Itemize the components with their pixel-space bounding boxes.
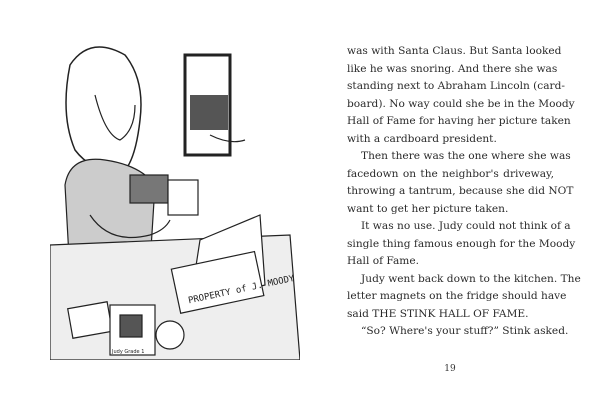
text-line: want to get her picture taken. [347,202,509,215]
text-line: throwing a tantrum, because she did NOT [347,185,574,197]
text-line: letter magnets on the fridge should have [347,290,567,302]
text-line: with a cardboard president. [347,132,497,145]
text-line: Then there was the one where she was [361,150,571,162]
body-text [347,43,581,341]
page-number: 19 [444,364,456,374]
text-line: single thing famous enough for the Moody [347,237,576,250]
text-line: It was no use. Judy could not think of a [361,220,571,232]
text-line: like he was snoring. And there she was [347,62,558,75]
box-label: PROPERTY of J. MOODY [187,273,296,307]
text-line: facedown on the neighbor's driveway, [347,167,554,180]
text-line: Judy went back down to the kitchen. The [361,272,581,285]
illustration [50,35,300,360]
photo-label: Judy Grade 1 [112,349,145,355]
text-line: board). No way could she be in the Moody [347,97,575,110]
text-line: Hall of Fame for having her picture taken [347,115,571,127]
text-line: standing next to Abraham Lincoln (card- [347,80,565,92]
text-line: was with Santa Claus. But Santa looked [347,45,562,57]
text-line: Hall of Fame. [347,255,419,267]
text-line: “So? Where's your stuff?” Stink asked. [361,325,569,337]
text-line: said THE STINK HALL OF FAME. [347,307,529,320]
